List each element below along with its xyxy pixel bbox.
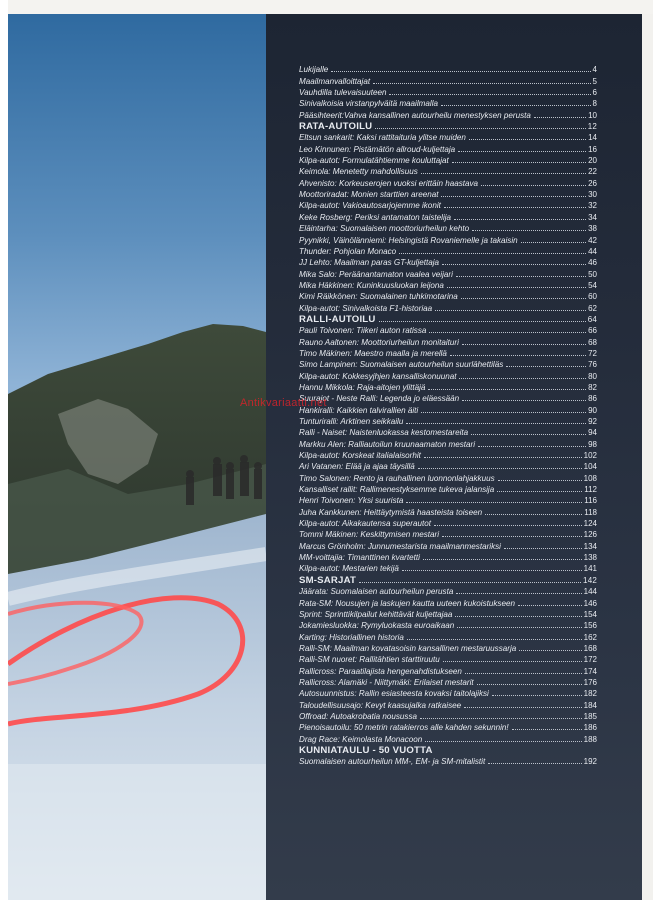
toc-entry [299, 676, 597, 687]
toc-entry-title: Kilpa-autot: Mestarien tekijä [299, 564, 399, 574]
toc-entry [299, 301, 597, 312]
toc-entry [299, 403, 597, 414]
toc-dot-leader [443, 660, 582, 662]
toc-entry-title: Suomalaisen autourheilun MM-, EM- ja SM-mitalistit [299, 757, 486, 767]
toc-page-number: 6 [592, 88, 597, 98]
toc-page-number: 94 [588, 428, 597, 438]
toc-page-number: 76 [588, 360, 597, 370]
toc-entry [299, 528, 597, 539]
toc-dot-leader [359, 581, 581, 583]
toc-page-number: 60 [588, 292, 597, 302]
toc-dot-leader [454, 218, 586, 220]
toc-entry-title: Mika Salo: Peräänantamaton vaalea veijari [299, 269, 453, 279]
toc-entry-title: Rallicross: Paraatilajista hengenahdistukseen [299, 666, 462, 676]
toc-page-number: 44 [588, 246, 597, 256]
toc-page-number: 20 [588, 156, 597, 166]
toc-entry [299, 539, 597, 550]
toc-dot-leader [519, 649, 581, 651]
toc-dot-leader [441, 195, 586, 197]
toc-dot-leader [504, 547, 582, 549]
toc-entry-title: Suurajot - Neste Ralli: Legenda jo eläessään [299, 394, 460, 404]
toc-entry-title: Ralli-SM: Maailman kovatasoisin kansallinen mestaruussarja [299, 643, 517, 653]
toc-entry-title: Vauhdilla tulevaisuuteen [299, 88, 387, 98]
toc-page-number: 186 [583, 723, 597, 733]
toc-dot-leader [421, 172, 586, 174]
toc-page-number: 32 [588, 201, 597, 211]
toc-entry-title: Pyynikki, Väinölänniemi: Helsingistä Rovaniemelle ja takaisin [299, 235, 518, 245]
toc-entry-title: Lukijalle [299, 65, 329, 75]
toc-page-number: 50 [588, 269, 597, 279]
toc-entry [299, 630, 597, 641]
toc-page-number: 86 [588, 394, 597, 404]
rally-night-photo [8, 14, 266, 900]
toc-section-heading [299, 573, 597, 584]
toc-dot-leader [331, 70, 590, 72]
toc-page-number: 162 [583, 632, 597, 642]
toc-entry-title: Rata-SM: Nousujen ja laskujen kautta uuteen kukoistukseen [299, 598, 515, 608]
toc-entry-title: Hannu Mikkola: Raja-aitojen ylittäjä [299, 382, 426, 392]
toc-entry [299, 562, 597, 573]
toc-entry-title: Autosuunnistus: Rallin esiasteesta kovaksi taitolajiksi [299, 689, 489, 699]
toc-dot-leader [375, 127, 585, 129]
toc-page-number: 5 [592, 76, 597, 86]
toc-entry [299, 494, 597, 505]
toc-entry-title: Ari Vatanen: Elää ja ajaa täysillä [299, 462, 415, 472]
toc-entry-title: RATA-AUTOILU [299, 121, 373, 133]
toc-entry [299, 245, 597, 256]
toc-dot-leader [450, 354, 586, 356]
toc-entry-title: Offroad: Autoakrobatia nousussa [299, 711, 418, 721]
toc-entry-title: Henri Toivonen: Yksi suurista [299, 496, 404, 506]
toc-entry-title: Jäärata: Suomalaisen autourheilun perusta [299, 587, 454, 597]
toc-entry [299, 74, 597, 85]
toc-dot-leader [498, 479, 582, 481]
toc-page-number: 138 [583, 553, 597, 563]
toc-entry-title: SM-SARJAT [299, 574, 357, 586]
toc-page-number: 12 [587, 122, 597, 132]
toc-entry [299, 426, 597, 437]
toc-entry-title: Marcus Grönholm: Junnumestarista maailmanmestariksi [299, 541, 501, 551]
toc-entry-title: Kilpa-autot: Kokkesyjhjen kansalliskonuunat [299, 371, 457, 381]
toc-entry-title: Drag Race: Keimolasta Monacoon [299, 734, 423, 744]
toc-page-number: 185 [583, 711, 597, 721]
toc-page-number: 176 [583, 677, 597, 687]
toc-dot-leader [534, 116, 586, 118]
toc-dot-leader [459, 377, 586, 379]
toc-dot-leader [456, 592, 581, 594]
toc-page-number: 34 [588, 212, 597, 222]
toc-section-heading [299, 744, 597, 755]
toc-page-number: 188 [583, 734, 597, 744]
toc-entry-title: Sprint: Sprinttikilpailut kehittävät kuljettajaa [299, 609, 453, 619]
toc-page-number: 168 [583, 643, 597, 653]
toc-dot-leader [373, 82, 590, 84]
toc-entry-title: Ahvenisto: Korkeuserojen vuoksi erittäin haastava [299, 178, 479, 188]
toc-entry [299, 449, 597, 460]
toc-entry [299, 687, 597, 698]
toc-section-heading [299, 313, 597, 324]
toc-entry-title: Juha Kankkunen: Heittäytymistä haasteista toiseen [299, 507, 483, 517]
toc-entry [299, 233, 597, 244]
toc-entry-title: Eltsun sankarit: Kaksi rattitaituria ylitse muiden [299, 133, 466, 143]
toc-entry-title: Markku Alen: Ralliautoilun kruunaamaton mestari [299, 439, 476, 449]
toc-dot-leader [428, 388, 586, 390]
toc-dot-leader [478, 445, 586, 447]
toc-entry [299, 199, 597, 210]
toc-entry [299, 392, 597, 403]
toc-entry [299, 176, 597, 187]
toc-entry-title: Ralli-SM nuoret: Rallitähtien starttiruutu [299, 655, 440, 665]
toc-entry [299, 290, 597, 301]
toc-entry [299, 86, 597, 97]
toc-entry-title: JJ Lehto: Maailman paras GT-kuljettaja [299, 258, 440, 268]
toc-entry [299, 596, 597, 607]
toc-entry [299, 517, 597, 528]
toc-page-number: 146 [583, 598, 597, 608]
toc-entry-title: Hankiralli: Kaikkien talvirallien äiti [299, 405, 419, 415]
toc-entry [299, 347, 597, 358]
toc-dot-leader [425, 740, 581, 742]
toc-entry-title: Mika Häkkinen: Kuninkuusluokan leijona [299, 280, 444, 290]
toc-dot-leader [406, 501, 582, 503]
toc-page-number: 26 [588, 178, 597, 188]
toc-entry [299, 63, 597, 74]
toc-page-number: 16 [588, 144, 597, 154]
toc-dot-leader [462, 343, 586, 345]
toc-entry [299, 755, 597, 766]
toc-entry-title: Kimi Räikkönen: Suomalainen tuhkimotarina [299, 292, 458, 302]
toc-entry-title: Pienoisautoilu: 50 metrin ratakierros alle kahden sekunnin! [299, 723, 509, 733]
toc-entry [299, 210, 597, 221]
toc-entry [299, 698, 597, 709]
toc-page-number: 64 [587, 314, 597, 324]
toc-entry [299, 267, 597, 278]
toc-page-number: 10 [588, 110, 597, 120]
toc-page-number: 104 [583, 462, 597, 472]
toc-entry [299, 97, 597, 108]
toc-dot-leader [477, 683, 582, 685]
toc-dot-leader [464, 706, 582, 708]
toc-entry [299, 732, 597, 743]
toc-entry [299, 188, 597, 199]
toc-entry-title: Keke Rosberg: Periksi antamaton taistelija [299, 212, 452, 222]
toc-entry [299, 585, 597, 596]
toc-page-number: 62 [588, 303, 597, 313]
toc-dot-leader [435, 309, 586, 311]
toc-dot-leader [429, 331, 586, 333]
toc-entry-title: Timo Salonen: Rento ja rauhallinen luonnonlahjakkuus [299, 473, 495, 483]
toc-entry [299, 131, 597, 142]
toc-dot-leader [469, 138, 586, 140]
toc-entry [299, 222, 597, 233]
toc-page-number: 156 [583, 621, 597, 631]
toc-page-number: 98 [588, 439, 597, 449]
toc-page-number: 141 [583, 564, 597, 574]
toc-page-number: 118 [584, 507, 597, 517]
toc-dot-leader [379, 320, 586, 322]
toc-entry-title: Simo Lampinen: Suomalaisen autourheilun suurlähettiläs [299, 360, 504, 370]
toc-page-number: 102 [583, 451, 597, 461]
toc-dot-leader [506, 365, 586, 367]
toc-entry [299, 154, 597, 165]
toc-page-number: 14 [588, 133, 597, 143]
toc-entry-title: Pauli Toivonen: Tiikeri auton ratissa [299, 326, 427, 336]
toc-entry-title: Thunder: Pohjolan Monaco [299, 246, 397, 256]
toc-entry-title: Kilpa-autot: Aikakautensa superautot [299, 519, 431, 529]
toc-dot-leader [399, 252, 586, 254]
toc-entry [299, 165, 597, 176]
toc-page-number: 92 [588, 417, 597, 426]
toc-entry [299, 505, 597, 516]
toc-page-number: 8 [592, 99, 597, 109]
toc-page-number: 184 [583, 700, 597, 710]
toc-dot-leader [447, 286, 586, 288]
toc-entry [299, 608, 597, 619]
toc-dot-leader [423, 558, 582, 560]
toc-page-number: 4 [592, 65, 597, 75]
toc-page-number: 154 [583, 609, 597, 619]
toc-dot-leader [389, 93, 590, 95]
toc-page-number: 144 [583, 587, 597, 597]
toc-dot-leader [481, 184, 586, 186]
toc-dot-leader [441, 104, 591, 106]
page-top-margin [0, 0, 653, 14]
toc-page-number: 172 [583, 655, 597, 665]
toc-page-number: 54 [588, 280, 597, 290]
toc-entry [299, 256, 597, 267]
toc-entry [299, 642, 597, 653]
toc-entry [299, 108, 597, 119]
toc-page-number: 142 [583, 575, 597, 585]
toc-entry [299, 142, 597, 153]
toc-entry [299, 721, 597, 732]
toc-entry-title: Kilpa-autot: Formulatähtiemme kouluttajat [299, 156, 449, 166]
toc-entry-title: Sinivalkoisia virstanpylväitä maailmalla [299, 99, 438, 109]
toc-entry-title: Tommi Mäkinen: Keskittymisen mestari [299, 530, 440, 540]
toc-dot-leader [424, 456, 582, 458]
toc-page-number: 42 [588, 235, 597, 245]
toc-entry-title: Maailmanvalloittajat [299, 76, 371, 86]
toc-dot-leader [457, 626, 581, 628]
toc-entry [299, 324, 597, 335]
toc-page-number: 134 [583, 541, 597, 551]
toc-page-number: 30 [588, 190, 597, 200]
toc-page-number: 126 [583, 530, 597, 540]
watermark: Antikvariaatti.net [240, 397, 327, 409]
toc-dot-leader [497, 490, 582, 492]
toc-dot-leader [462, 399, 586, 401]
toc-dot-leader [444, 206, 586, 208]
toc-entry-title: Karting: Historiallinen historia [299, 632, 404, 642]
toc-entry-title: Rauno Aaltonen: Moottoriurheilun monitaituri [299, 337, 459, 347]
toc-dot-leader [472, 229, 586, 231]
toc-page-number: 46 [588, 258, 597, 268]
toc-entry [299, 369, 597, 380]
toc-entry-title: Kilpa-autot: Sinivalkoista F1-historiaa [299, 303, 433, 313]
toc-list [299, 63, 597, 766]
toc-entry-title: Timo Mäkinen: Maestro maalla ja merellä [299, 348, 447, 358]
toc-dot-leader [458, 150, 586, 152]
toc-entry [299, 335, 597, 346]
toc-page-number: 174 [583, 666, 597, 676]
toc-page-number: 80 [588, 371, 597, 381]
toc-entry [299, 460, 597, 471]
toc-entry-title: Kansalliset rallit: Rallimenestyksemme tukeva jalansija [299, 485, 495, 495]
toc-dot-leader [455, 615, 581, 617]
toc-dot-leader [434, 524, 582, 526]
toc-entry [299, 471, 597, 482]
toc-entry [299, 415, 597, 426]
toc-dot-leader [402, 569, 582, 571]
toc-entry [299, 551, 597, 562]
toc-page-number: 38 [588, 224, 597, 234]
toc-entry [299, 619, 597, 630]
toc-entry-title: Eläintarha: Suomalaisen moottoriurheilun kehto [299, 224, 470, 234]
toc-dot-leader [420, 717, 582, 719]
toc-entry [299, 664, 597, 675]
toc-page-number: 90 [588, 405, 597, 415]
toc-dot-leader [452, 161, 586, 163]
toc-entry-title: Pääsihteerit:Vahva kansallinen autourheilu menestyksen perusta [299, 110, 531, 120]
toc-entry-title: Jokamiesluokka: Rymyluokasta euroaikaan [299, 621, 455, 631]
toc-entry-title: RALLI-AUTOILU [299, 313, 376, 325]
toc-dot-leader [471, 433, 586, 435]
toc-dot-leader [518, 604, 582, 606]
toc-page-number: 22 [588, 167, 597, 177]
toc-page-number: 108 [583, 473, 597, 483]
toc-dot-leader [407, 638, 582, 640]
table-of-contents-panel [266, 14, 642, 900]
toc-entry [299, 710, 597, 721]
toc-entry-title: KUNNIATAULU - 50 VUOTTA [299, 744, 433, 756]
toc-page-number: 192 [583, 757, 597, 767]
toc-dot-leader [488, 762, 581, 764]
toc-dot-leader [492, 694, 582, 696]
toc-page-number: 116 [584, 496, 597, 506]
toc-entry [299, 358, 597, 369]
toc-page-number: 124 [583, 519, 597, 529]
toc-entry-title: Kilpa-autot: Vakioautosarjojemme ikonit [299, 201, 441, 211]
toc-section-heading [299, 120, 597, 131]
toc-entry-title: Ralli - Naiset: Naistenluokassa kestomestareita [299, 428, 469, 438]
toc-entry-title: Keimola: Menetetty mahdollisuus [299, 167, 418, 177]
toc-entry [299, 483, 597, 494]
toc-page-number: 112 [584, 485, 597, 495]
toc-dot-leader [421, 411, 586, 413]
toc-page-number: 82 [588, 382, 597, 392]
toc-entry-title: Rallicross: Alamäki - Niittymäki: Erilaiset mestarit [299, 677, 474, 687]
toc-page-number: 68 [588, 337, 597, 347]
toc-dot-leader [465, 672, 582, 674]
toc-dot-leader [418, 467, 582, 469]
toc-page-number: 182 [583, 689, 597, 699]
toc-dot-leader [485, 513, 582, 515]
toc-entry-title: Tunturiralli: Arktinen seikkailu [299, 417, 404, 426]
toc-dot-leader [406, 422, 586, 424]
page-left-edge [0, 0, 8, 900]
toc-entry [299, 381, 597, 392]
toc-entry-title: Leo Kinnunen: Pistämätön allroud-kuljettaja [299, 144, 456, 154]
toc-page-number: 66 [588, 326, 597, 336]
toc-dot-leader [442, 535, 582, 537]
toc-dot-leader [456, 275, 586, 277]
toc-entry-title: Kilpa-autot: Korskeat italialaisorhit [299, 451, 421, 461]
toc-entry [299, 279, 597, 290]
toc-entry [299, 653, 597, 664]
toc-entry-title: MM-voittajia: Timanttinen kvartetti [299, 553, 420, 563]
toc-entry [299, 437, 597, 448]
toc-dot-leader [461, 297, 586, 299]
toc-dot-leader [442, 263, 586, 265]
toc-entry-title: Taloudellisuusajo: Kevyt kaasujalka ratkaisee [299, 700, 462, 710]
toc-entry-title: Moottoriradat: Monien starttien areenat [299, 190, 439, 200]
toc-dot-leader [512, 728, 582, 730]
toc-dot-leader [521, 241, 586, 243]
toc-page-number: 72 [588, 348, 597, 358]
